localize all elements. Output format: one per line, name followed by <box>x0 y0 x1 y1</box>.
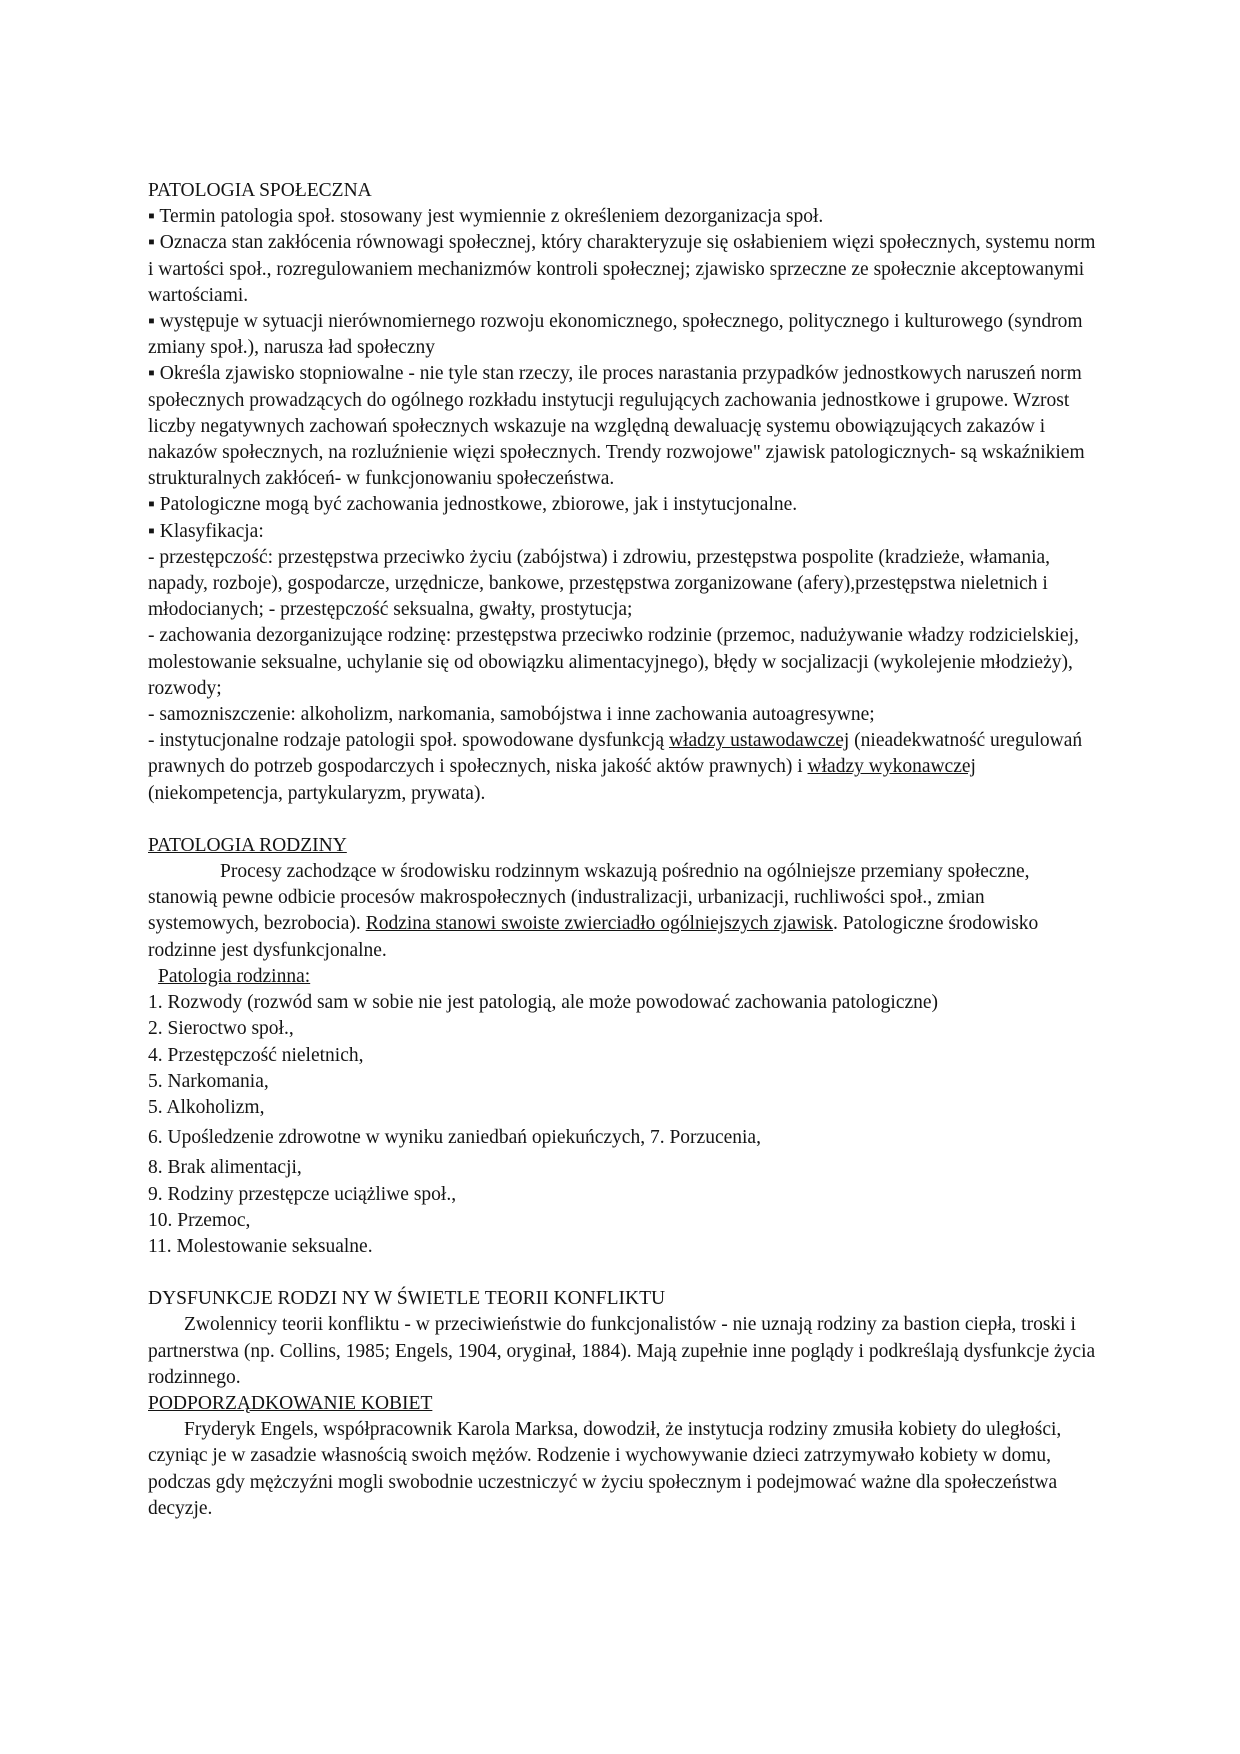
para-text-a: Procesy zachodzące w środowisku rodzinnym wskazują pośrednio na ogólniejsze przemiany społeczne, stanowią pewne odbicie procesów makrospołecznych (industralizacji, urbanizacji, ruchliwości społ., zmian systemowych, bezrobocia). <box>148 861 1030 935</box>
list-item: 6. Upośledzenie zdrowotne w wyniku zaniedbań opiekuńczych, 7. Porzucenia, <box>148 1127 761 1149</box>
inst-text-c: (niekompetencja, partykularyzm, prywata). <box>148 782 486 804</box>
list-item: 2. Sieroctwo społ., <box>148 1018 294 1040</box>
para-text-b: . Patologiczne środowisko rodzinne jest dysfunkcjonalne. <box>148 913 1039 961</box>
list-item: 10. Przemoc, <box>148 1209 251 1231</box>
section-title-patologia-rodziny: PATOLOGIA RODZINY <box>148 834 347 856</box>
section-title-patologia-spoleczna: PATOLOGIA SPOŁECZNA <box>148 180 372 201</box>
list-item: 8. Brak alimentacji, <box>148 1157 302 1179</box>
section-title-dysfunkcje: DYSFUNKCJE RODZI NY W ŚWIETLE TEORII KONFLIKTU <box>148 1288 666 1310</box>
list-item: 5. Narkomania, <box>148 1070 269 1092</box>
inst-text-b: (nieadekwatność uregulowań prawnych do potrzeb gospodarczych i społecznych, niska jakość aktów prawnych) i <box>148 730 1083 778</box>
list-item: 9. Rodziny przestępcze uciążliwe społ., <box>148 1183 457 1205</box>
class-family: - zachowania dezorganizujące rodzinę: przestępstwa przeciwko rodzinie (przemoc, nadużywanie władzy rodzicielskiej, molestowanie seksualne, uchylanie się od obowiązku alimentacyjnego), błędy w socjalizacji (wykolejenie młodzieży), rozwody; <box>148 625 1079 699</box>
list-item: 5. Alkoholizm, <box>148 1096 265 1118</box>
paragraph-engels: Fryderyk Engels, współpracownik Karola Marksa, dowodził, że instytucja rodziny zmusiła kobiety do uległości, czyniąc je w zasadzie własnością swoich mężów. Rodzenie i wychowywanie dzieci zatrzymywało kobiety w domu, podczas gdy mężczyźni mogli swobodnie uczestniczyć w życiu społecznym i podejmować ważne dla społeczeństwa decyzje. <box>148 1419 1062 1519</box>
para-underlined: Rodzina stanowi swoiste zwierciadło ogólniejszych zjawisk <box>365 913 834 935</box>
list-item: 1. Rozwody (rozwód sam w sobie nie jest patologią, ale może powodować zachowania patologiczne) <box>148 992 939 1014</box>
inst-text-a: - instytucjonalne rodzaje patologii społ. spowodowane dysfunkcją <box>148 730 669 752</box>
document-page <box>148 178 1098 1522</box>
bullet-okresla: ▪ Określa zjawisko stopniowalne - nie tyle stan rzeczy, ile proces narastania przypadków jednostkowych naruszeń norm społecznych prowadzących do ogólnego rozkładu instytucji regulujących zachowania jednostkowe i grupowe. Wzrost liczby negatywnych zachowań społecznych wskazuje na względną dewaluację systemu obowiązujących zakazów i nakazów społecznych, na rozluźnienie więzi społecznych. Trendy rozwojowe" zjawisk patologicznych- są wskaźnikiem strukturalnych zakłóceń- w funkcjonowaniu społeczeństwa. <box>148 363 1085 490</box>
class-self-destruction: - samozniszczenie: alkoholizm, narkomania, samobójstwa i inne zachowania autoagresywne; <box>148 704 875 726</box>
subtitle-patologia-rodzinna: Patologia rodzinna: <box>158 965 311 987</box>
link-wladzy-ustawodawczej: władzy ustawodawczej <box>668 730 850 752</box>
paragraph-zwolennicy: Zwolennicy teorii konfliktu - w przeciwieństwie do funkcjonalistów - nie uznają rodziny za bastion ciepła, troski i partnerstwa (np. Collins, 1985; Engels, 1904, oryginał, 1884). Mają zupełnie inne poglądy i podkreślają dysfunkcje życia rodzinnego. <box>148 1314 1096 1388</box>
bullet-klasyfikacja: ▪ Klasyfikacja: <box>148 520 264 542</box>
list-item: 11. Molestowanie seksualne. <box>148 1235 373 1257</box>
class-crime: - przestępczość: przestępstwa przeciwko życiu (zabójstwa) i zdrowiu, przestępstwa pospolite (kradzieże, włamania, napady, rozboje), gospodarcze, urzędnicze, bankowe, przestępstwa zorganizowane (afery),przestępstwa nieletnich i młodocianych; - przestępczość seksualna, gwałty, prostytucja; <box>148 546 1051 621</box>
bullet-wystepuje: ▪ występuje w sytuacji nierównomiernego rozwoju ekonomicznego, społecznego, politycznego i kulturowego (syndrom zmiany społ.), narusza ład społeczny <box>148 311 1083 359</box>
link-wladzy-wykonawczej: władzy wykonawczej <box>807 756 976 778</box>
list-item: 4. Przestępczość nieletnich, <box>148 1044 364 1066</box>
spacer <box>148 1260 1098 1286</box>
class-institutional <box>148 728 1098 807</box>
bullet-termin: ▪ Termin patologia społ. stosowany jest wymiennie z określeniem dezorganizacja społ. <box>148 206 824 228</box>
bullet-oznacza: ▪ Oznacza stan zakłócenia równowagi społecznej, który charakteryzuje się osłabieniem więzi społecznych, systemu norm i wartości społ., rozregulowaniem mechanizmów kontroli społecznej; zjawisko sprzeczne ze społecznie akceptowanymi wartościami. <box>148 232 1096 306</box>
paragraph-procesy <box>148 859 1098 964</box>
bullet-patologiczne: ▪ Patologiczne mogą być zachowania jednostkowe, zbiorowe, jak i instytucjonalne. <box>148 494 798 516</box>
spacer <box>148 807 1098 833</box>
subtitle-podporzadkowanie-kobiet: PODPORZĄDKOWANIE KOBIET <box>148 1392 433 1414</box>
